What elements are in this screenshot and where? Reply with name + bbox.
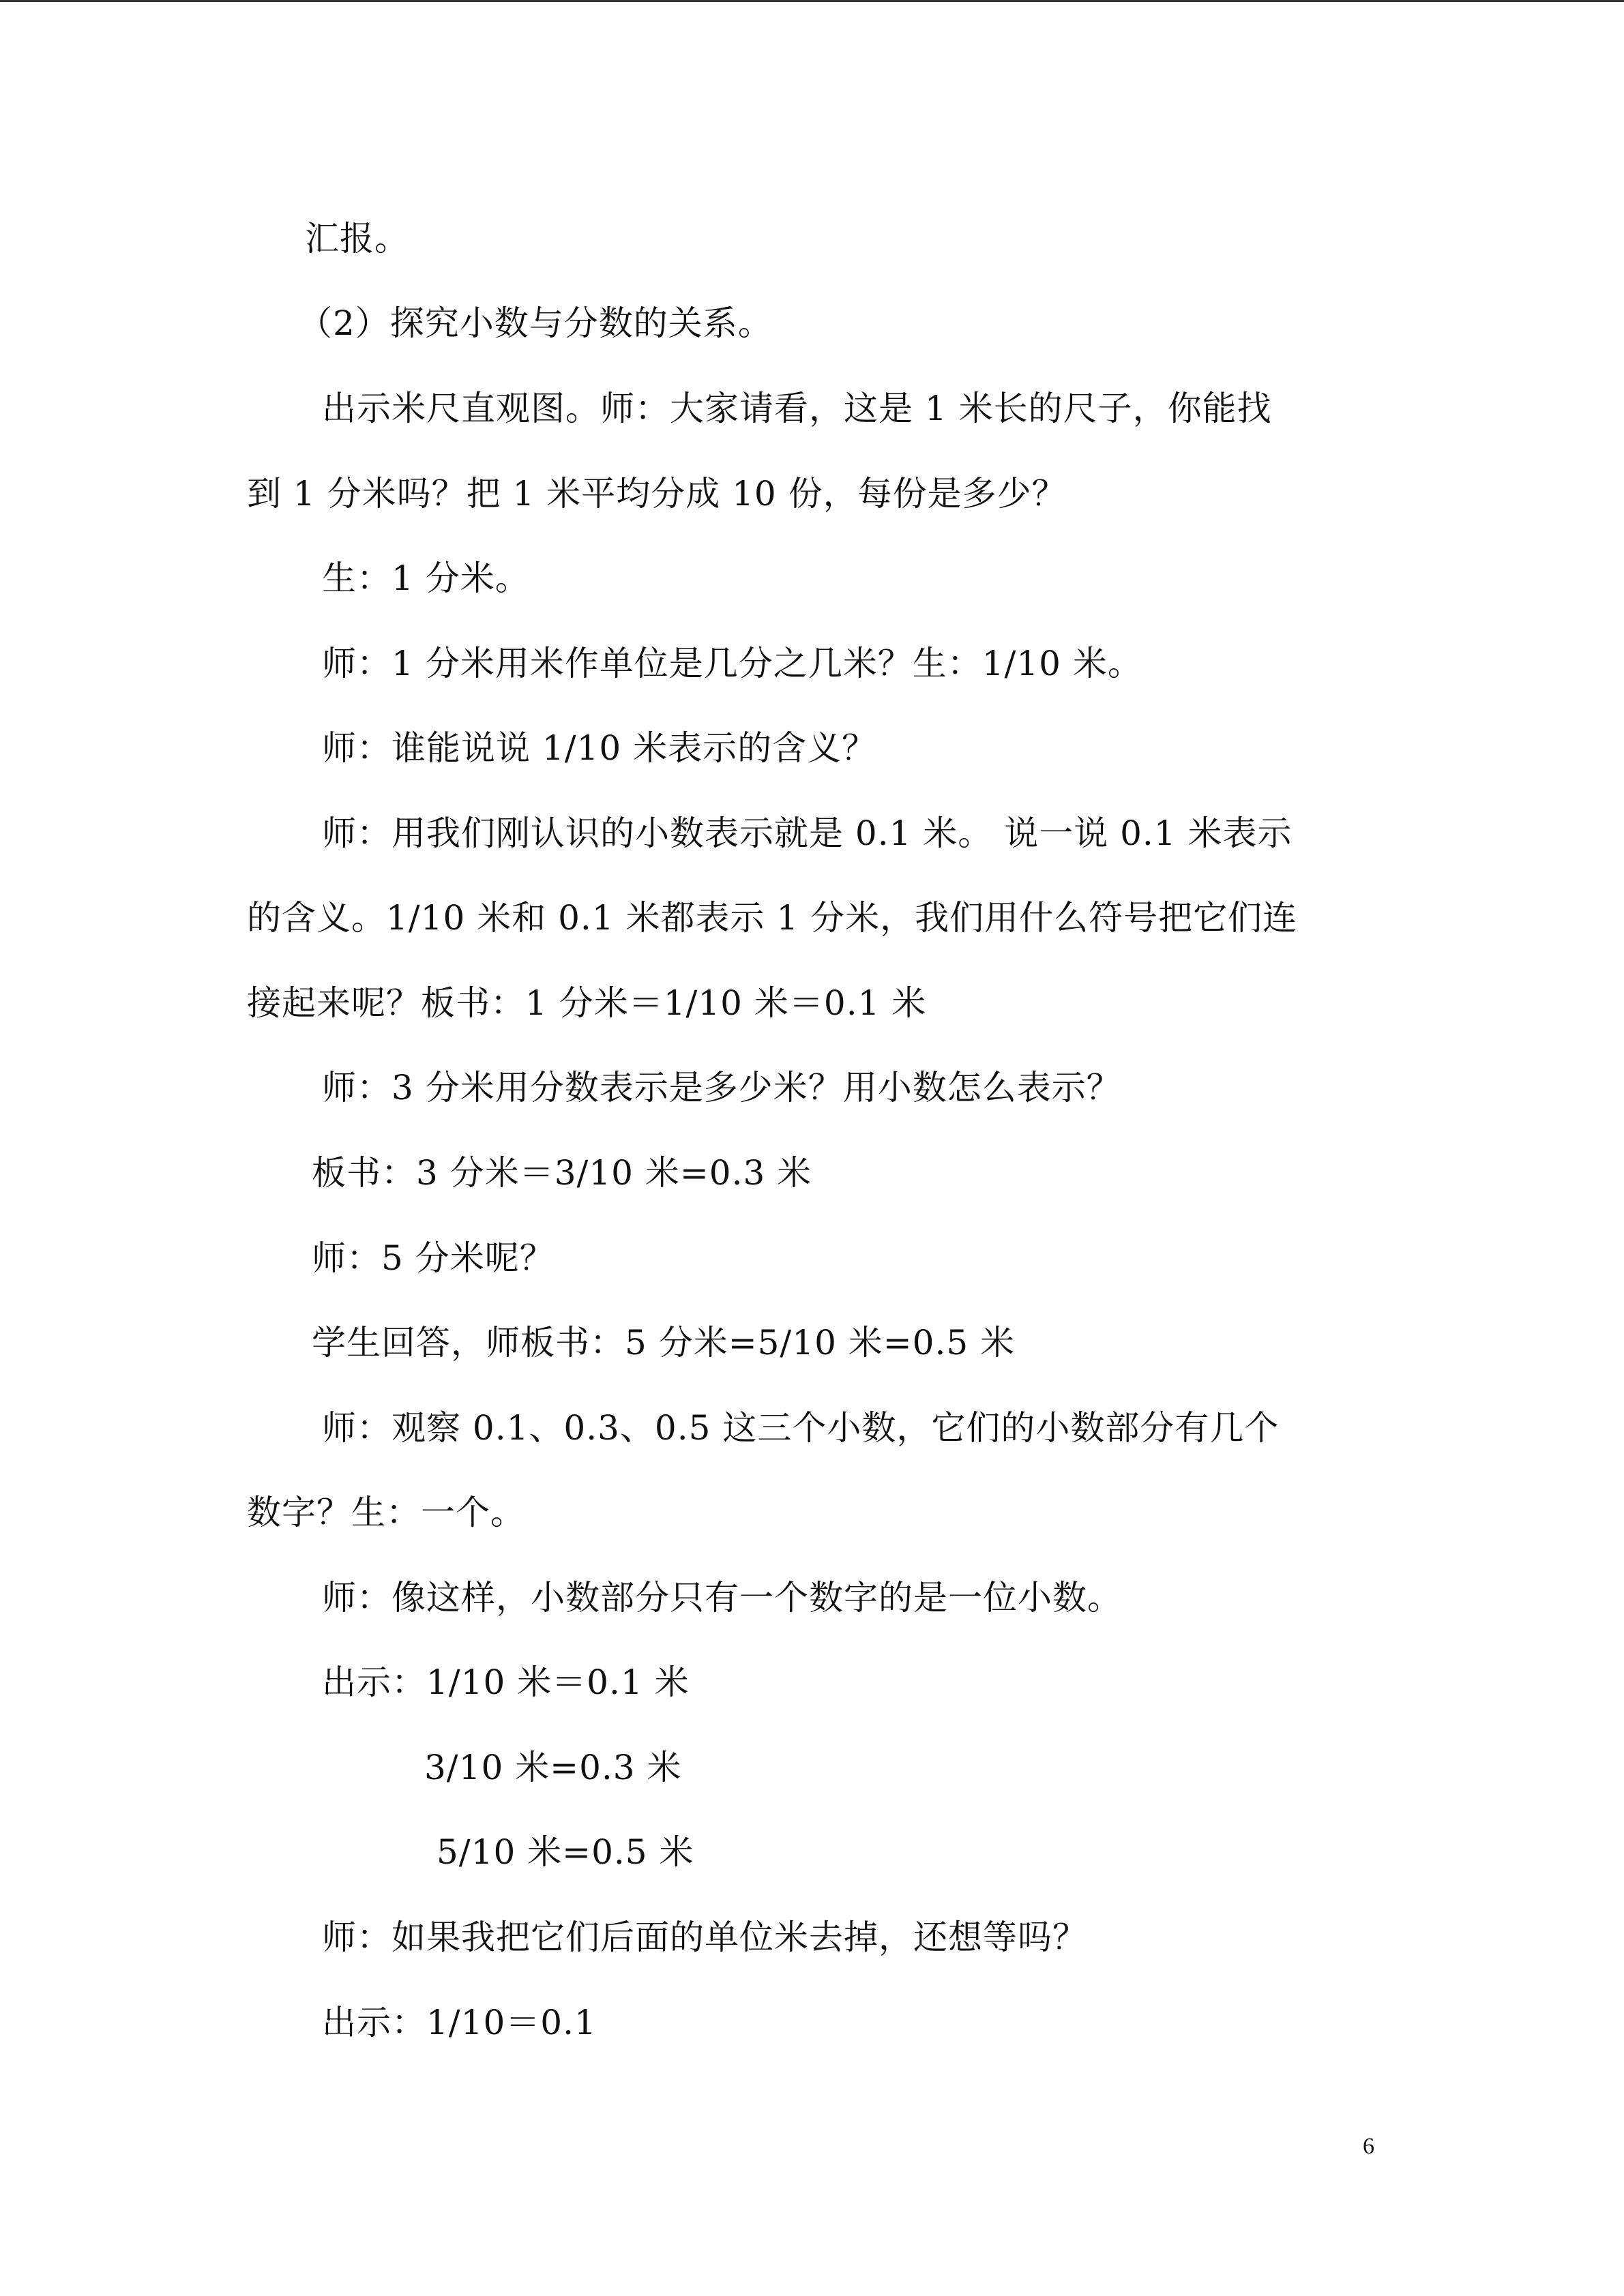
text-line: 的含义。1/10 米和 0.1 米都表示 1 分米，我们用什么符号把它们连: [247, 898, 1298, 938]
text-line: 师：像这样，小数部分只有一个数字的是一位小数。: [322, 1578, 1122, 1617]
text-line: 生：1 分米。: [322, 558, 530, 598]
text-line: 师：5 分米呢？: [312, 1238, 555, 1278]
text-line: 师：谁能说说 1/10 米表示的含义？: [322, 728, 877, 768]
equation-line: 出示：1/10＝0.1: [322, 2003, 597, 2042]
text-line: 师：用我们刚认识的小数表示就是 0.1 米。 说一说 0.1 米表示: [322, 814, 1293, 853]
text-line: 板书：3 分米＝3/10 米=0.3 米: [312, 1153, 812, 1193]
section-heading: （2）探究小数与分数的关系。: [298, 303, 773, 343]
text-line: 师：如果我把它们后面的单位米去掉，还想等吗？: [322, 1918, 1087, 1957]
text-line: 数字？生：一个。: [247, 1493, 525, 1532]
equation-line: 出示：1/10 米＝0.1 米: [322, 1663, 690, 1702]
text-line: 汇报。: [305, 219, 409, 258]
text-line: 师：3 分米用分数表示是多少米？用小数怎么表示？: [322, 1068, 1121, 1107]
text-line: 到 1 分米吗？把 1 米平均分成 10 份，每份是多少？: [247, 474, 1067, 513]
equation-line: 3/10 米=0.3 米: [424, 1748, 682, 1787]
text-line: 师：1 分米用米作单位是几分之几米？生：1/10 米。: [322, 644, 1142, 683]
text-line: 出示米尺直观图。师：大家请看，这是 1 米长的尺子，你能找: [322, 389, 1272, 428]
text-line: 接起来呢？板书：1 分米＝1/10 米＝0.1 米: [247, 983, 927, 1023]
equation-line: 5/10 米=0.5 米: [437, 1832, 694, 1872]
top-border-line: [0, 0, 1624, 2]
text-line: 师：观察 0.1、0.3、0.5 这三个小数，它们的小数部分有几个: [322, 1408, 1280, 1448]
page-number: 6: [1363, 2134, 1374, 2159]
text-line: 学生回答，师板书：5 分米=5/10 米=0.5 米: [312, 1323, 1016, 1362]
